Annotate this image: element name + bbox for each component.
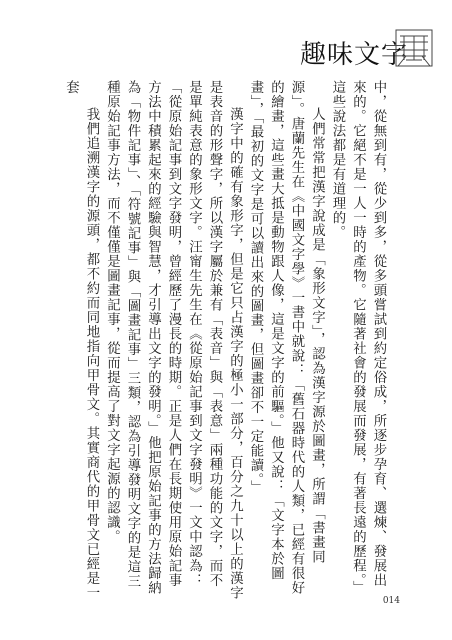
paragraph: 漢字中的確有象形字，但是它只占漢字的極小一部分，百分之九十以上的漢字是表音的形聲字，所以漢字屬於兼有「表音」與「表意」兩種功能的文字，而不是單純表意的象形文字。汪甯生先生在《從原始記事到文字發明》一文中認為：「從原始記事到文字發明，曾經歷了漫長的時期。正是人們在長期使用原始記事方法中積累起來的經驗與智慧，才引導出文字的發明。」他把原始記事的方法歸納為「物件記事」、「符號記事」與「圖畫記事」三類，認為引導發明文字的是這三種原始記事方法，而不僅僅是圖畫記事，從而提高了對文字起源的認識。: [104, 80, 243, 600]
chapter-header: [300, 20, 440, 72]
chapter-title: 趣味文字: [300, 40, 409, 70]
decorative-seal-icon: [392, 26, 436, 70]
page-number: 014: [382, 596, 400, 606]
paragraph: 人們常常把漢字說成是「象形文字」，認為漢字源於圖畫，所謂「書畫同源」。唐蘭先生在《中國文字學》一書中就說：「舊石器時代的人類，已經有很好的繪畫，這些畫大抵是動物跟人像，這是文字的前驅。」他又說：「文字本於圖畫」，「最初的文字是可以讀出來的圖畫，但圖畫卻不一定能讀。」: [248, 80, 325, 596]
paragraph: 我們追溯漢字的源頭，都不約而同地指向甲骨文。其實商代的甲骨文已經是一套: [63, 80, 99, 600]
paragraph-continued: 中，從無到有，從少到多，從多頭嘗試到約定俗成，所逐步孕育、選煉、發展出來的。它絕不是一人一時的產物。它隨著社會的發展而發展，有著長遠的歷程。」這些說法都是有道理的。: [330, 80, 386, 596]
body-text: [52, 80, 388, 600]
